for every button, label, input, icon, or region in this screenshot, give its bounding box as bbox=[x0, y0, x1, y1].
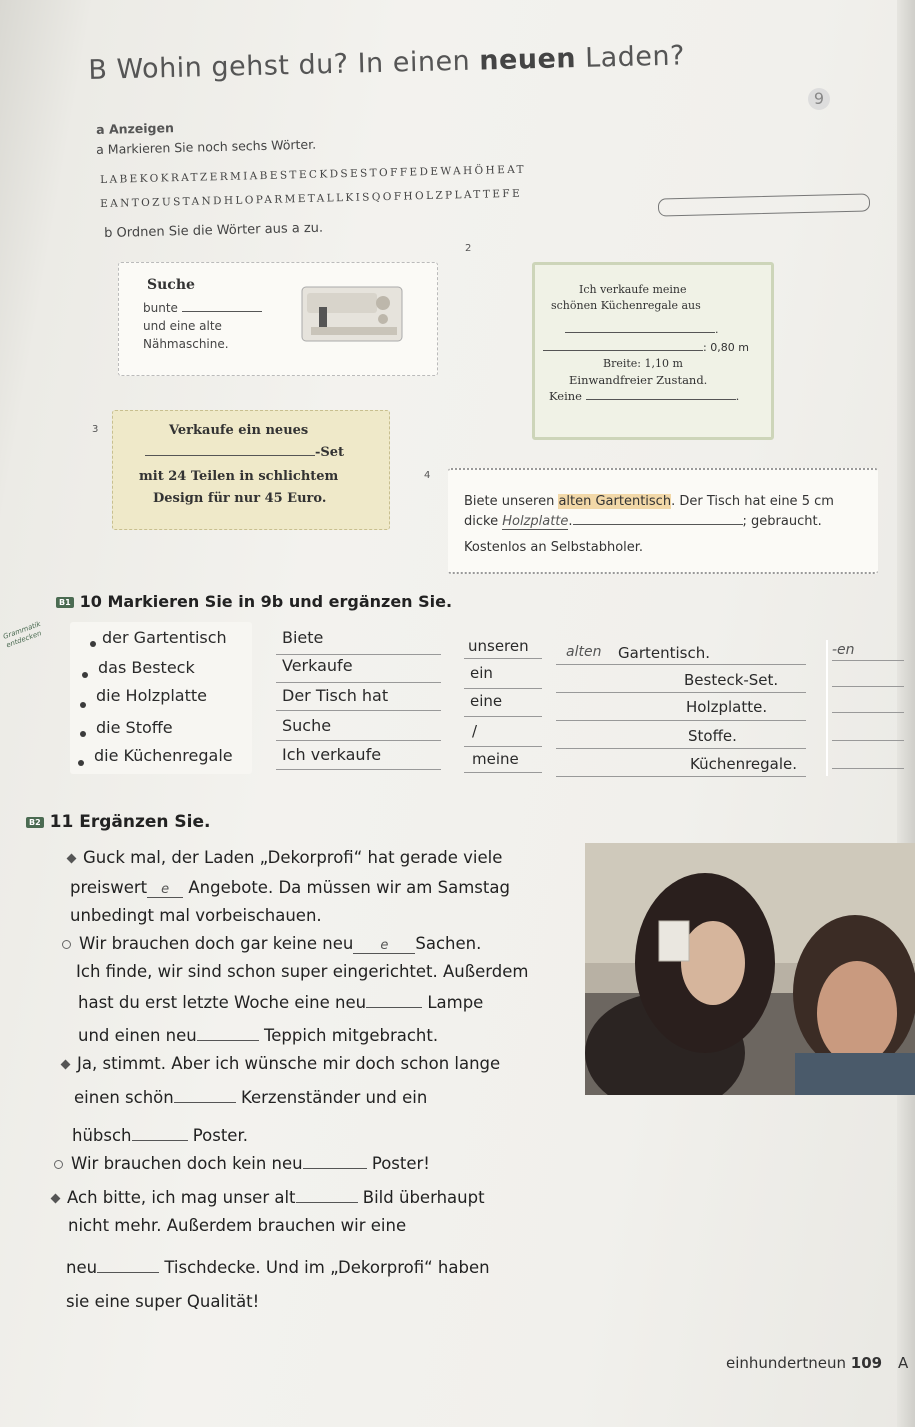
sewing-machine-image bbox=[297, 277, 407, 349]
ex10-left-2: das Besteck bbox=[98, 658, 195, 677]
couple-photo bbox=[585, 843, 915, 1095]
lesson-number-circle: 9 bbox=[808, 88, 830, 110]
marked-word-holzplatte bbox=[658, 193, 870, 216]
ex10-article-1: unseren bbox=[468, 637, 529, 655]
ad-2-box: 2 Ich verkaufe meine schönen Küchenregale aus . : 0,80 m Breite: 1,10 m Einwandfreier Zustand. Keine . bbox=[532, 262, 774, 440]
ex10-adj-example: alten bbox=[566, 644, 602, 660]
ex9b-instruction: b Ordnen Sie die Wörter aus a zu. bbox=[104, 220, 324, 241]
ex10-title: B1 10 Markieren Sie in 9b und ergänzen Sie. bbox=[56, 592, 452, 611]
ad-4-box: Biete unseren alten Gartentisch. Der Tisch hat eine 5 cm dicke Holzplatte. ; gebraucht. Kostenlos an Selbstabholer. bbox=[448, 468, 878, 574]
ex10-verb-1: Biete bbox=[282, 628, 324, 647]
ex11-blank-5[interactable] bbox=[174, 1102, 236, 1103]
ex11-blank-6[interactable] bbox=[132, 1140, 188, 1141]
ex10-noun-1: Gartentisch. bbox=[618, 644, 710, 662]
ex10-verb-5: Ich verkaufe bbox=[282, 745, 382, 764]
ex10-article-2: ein bbox=[470, 664, 493, 682]
handwritten-holzplatte: Holzplatte bbox=[502, 514, 569, 529]
ex10-badge: B1 bbox=[56, 597, 74, 608]
page-number-word: einhundertneun bbox=[726, 1354, 846, 1372]
ad-3-box: Verkaufe ein neues -Set mit 24 Teilen in schlichtem Design für nur 45 Euro. bbox=[112, 410, 390, 530]
ex9a-instruction: a Markieren Sie noch sechs Wörter. bbox=[96, 136, 317, 157]
ex10-verb-3: Der Tisch hat bbox=[282, 686, 389, 705]
speaker-b-marker-2 bbox=[54, 1160, 63, 1169]
ex10-noun-2: Besteck-Set. bbox=[684, 671, 779, 689]
ad-3-blank[interactable] bbox=[145, 455, 315, 456]
ex10-left-5: die Küchenregale bbox=[94, 746, 233, 765]
ex10-left-3: die Holzplatte bbox=[96, 686, 207, 705]
ad-3-number: 3 bbox=[92, 424, 99, 435]
ex10-left-4: die Stoffe bbox=[96, 718, 173, 737]
speaker-a-marker bbox=[67, 854, 77, 864]
ex10-verb-2: Verkaufe bbox=[282, 656, 353, 675]
ex11-blank-9[interactable] bbox=[97, 1272, 159, 1273]
section-letter: B bbox=[88, 54, 108, 86]
ad-2-blank-2[interactable] bbox=[543, 350, 703, 351]
ex10-noun-5: Küchenregale. bbox=[690, 755, 798, 773]
ex11-blank-2[interactable]: e bbox=[353, 938, 415, 954]
ex10-article-4: / bbox=[472, 722, 478, 740]
textbook-page: B Wohin gehst du? In einen neuen Laden? 9 a Anzeigen a Markieren Sie noch sechs Wörter. LABEKOKRATZERMIABESTECKDSESTOFFEDEWAHÖHEAT EANTOZUSTANDHLOPARMETALLKISQOFHOLZPLATTEFE b Ordnen Sie die Wörter aus a zu. Suche bunte und eine alte Nähmaschine. 2 Ich verkaufe meine schönen Küchenregale aus . : 0,80 m Breite: 1,10 m Einwandfreier Zustand. Keine . 3 Verkaufe ein neues -Set mit 24 Teilen in schlichtem Design für nur 45 Euro. 4 Biete unseren alten Gartentisch. Der Tisch hat eine 5 cm dicke Holzplatte. ; gebraucht. Kostenlos an Selbstabholer. B1 10 Markieren Sie in 9b und ergänzen Sie. Grammatik entdecken der Gartentisch das Besteck die Holzplatte die Stoffe die Küchenregale Biete Verkaufe Der Tisch hat Suche Ich verkaufe unseren ein eine / meine alten Gartentisch. Besteck-Set. Holzplatte. Stoffe. Küchenregale. -en B2 11 Ergänzen Sie. Guck mal, der Laden „Dekorprofi“ hat gerade viele preiswert e Angebote. Da müssen wir am Samstag unbedingt mal vorbeischauen. Wir brauchen doch gar keine neu e Sachen. Ich finde, wir sind schon super eingerichtet. Außerdem hast du erst letzte Woche eine neu Lampe und einen neu Teppich mitgebracht. Ja, stimmt. Aber ich wünsche mir doch schon lange einen schön Kerzenständer und ein hübsch Poster. Wir brauchen doch kein neu Poster! Ach bitte, ich mag unser alt Bild überhaupt nicht mehr. Außerdem brauchen wir eine neu Tischdecke. Und im „Dekorprofi“ haben sie eine super Qualität! einhundertneun 109 A bbox=[0, 0, 915, 1427]
page-title: B Wohin gehst du? In einen neuen Laden? bbox=[88, 40, 686, 86]
speaker-a-marker-3 bbox=[51, 1194, 61, 1204]
ex10-noun-4: Stoffe. bbox=[688, 727, 737, 745]
ex10-verb-4: Suche bbox=[282, 716, 332, 735]
word-grid-line-2: EANTOZUSTANDHLOPARMETALLKISQOFHOLZPLATTEFE bbox=[100, 187, 523, 210]
ad-2-blank-1[interactable] bbox=[565, 332, 715, 333]
edge-letter: A bbox=[898, 1354, 909, 1372]
ex11-blank-3[interactable] bbox=[366, 1007, 422, 1008]
ex9a-label: a Anzeigen bbox=[96, 120, 175, 137]
word-grid-line-1: LABEKOKRATZERMIABESTECKDSESTOFFEDEWAHÖHEAT bbox=[100, 163, 527, 186]
marked-alten-gartentisch: alten Gartentisch bbox=[558, 494, 672, 509]
ex11-blank-7[interactable] bbox=[303, 1168, 367, 1169]
ex10-left-1: der Gartentisch bbox=[102, 628, 227, 647]
ex11-blank-1[interactable]: e bbox=[147, 882, 183, 898]
speaker-a-marker-2 bbox=[61, 1060, 71, 1070]
ad-2-number: 2 bbox=[465, 243, 472, 254]
ad-1-title: Suche bbox=[147, 277, 195, 293]
ex11-blank-8[interactable] bbox=[296, 1202, 358, 1203]
ad-1-blank[interactable] bbox=[182, 311, 262, 312]
ad-4-blank[interactable] bbox=[573, 524, 743, 525]
ex11-badge: B2 bbox=[26, 817, 44, 828]
speaker-b-marker bbox=[62, 940, 71, 949]
ex10-article-3: eine bbox=[470, 692, 503, 710]
grammar-side-label: Grammatik entdecken bbox=[2, 619, 43, 650]
page-number: 109 bbox=[850, 1354, 883, 1372]
ex10-article-5: meine bbox=[472, 750, 519, 768]
ex10-noun-3: Holzplatte. bbox=[686, 698, 768, 716]
ex10-ending-example: -en bbox=[832, 642, 855, 658]
page-edge bbox=[897, 0, 915, 1427]
ad-2-blank-3[interactable] bbox=[586, 399, 736, 400]
ex11-blank-4[interactable] bbox=[197, 1040, 259, 1041]
ex11-title: B2 11 Ergänzen Sie. bbox=[26, 812, 211, 832]
ad-4-number: 4 bbox=[424, 470, 431, 481]
ad-1-box: Suche bunte und eine alte Nähmaschine. bbox=[118, 262, 438, 376]
